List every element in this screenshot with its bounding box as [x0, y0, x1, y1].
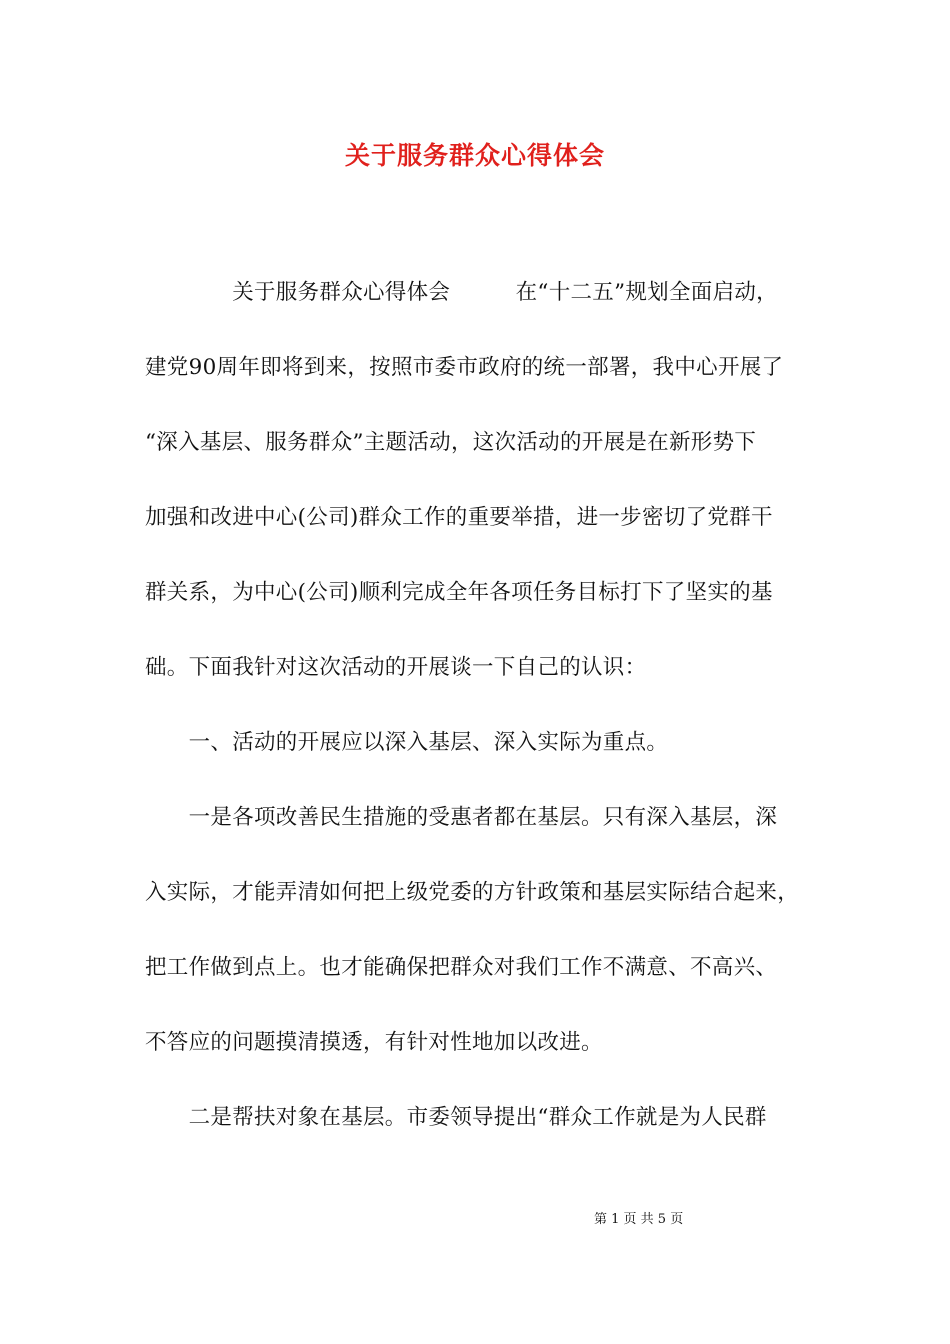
body-line: 不答应的问题摸清摸透，有针对性地加以改进。 — [145, 1030, 603, 1055]
body-line: 一是各项改善民生措施的受惠者都在基层。只有深入基层，深 — [145, 805, 778, 830]
body-line: 二是帮扶对象在基层。市委领导提出“群众工作就是为人民群 — [145, 1105, 767, 1130]
body-line: 入实际，才能弄清如何把上级党委的方针政策和基层实际结合起来， — [145, 880, 800, 905]
document-body — [145, 270, 807, 1170]
body-line: “深入基层、服务群众”主题活动，这次活动的开展是在新形势下 — [145, 430, 757, 455]
body-line: 一、活动的开展应以深入基层、深入实际为重点。 — [145, 730, 669, 755]
body-line: 础。下面我针对这次活动的开展谈一下自己的认识： — [145, 655, 647, 680]
body-line: 把工作做到点上。也才能确保把群众对我们工作不满意、不高兴、 — [145, 955, 778, 980]
page-footer: 第 1 页 共 5 页 — [594, 1212, 684, 1227]
body-line: 群关系，为中心(公司)顺利完成全年各项任务目标打下了坚实的基 — [145, 580, 773, 605]
body-line: 关于服务群众心得体会 在“十二五”规划全面启动， — [145, 280, 778, 305]
document-title: 关于服务群众心得体会 — [344, 141, 605, 170]
body-line: 加强和改进中心(公司)群众工作的重要举措，进一步密切了党群干 — [145, 505, 773, 530]
body-line: 建党90周年即将到来，按照市委市政府的统一部署，我中心开展了 — [145, 355, 784, 380]
